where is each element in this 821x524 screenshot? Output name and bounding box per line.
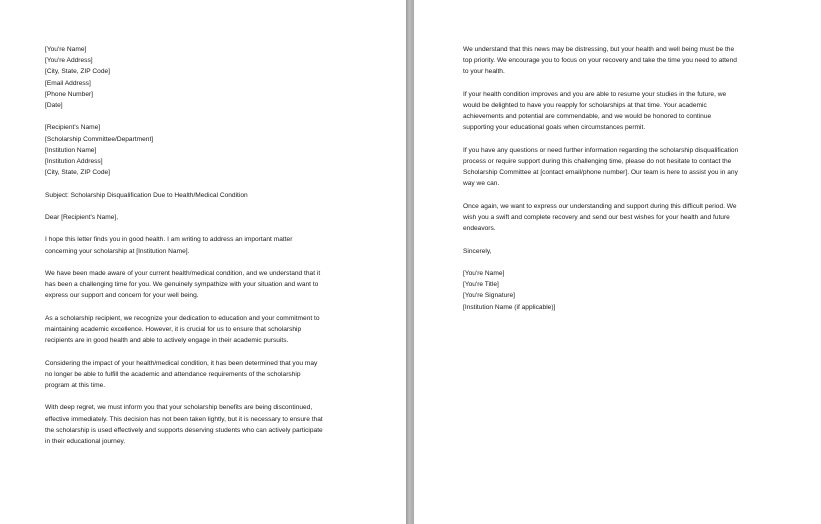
right-page xyxy=(414,0,821,524)
body-text-line: If you have any questions or need further information regarding the scholarship disqualification xyxy=(463,146,739,154)
paragraph-gap xyxy=(45,201,375,212)
body-text-line: I hope this letter finds you in good health. I am writing to address an important matter xyxy=(45,236,293,244)
body-text-line: achievements and potential are commendable, and we would be honored to continue xyxy=(463,113,712,121)
recipient-line: [City, State, ZIP Code] xyxy=(45,169,110,177)
subject-line: Subject: Scholarship Disqualification Due to Health/Medical Condition xyxy=(45,191,248,199)
body-text-line: endeavors. xyxy=(463,225,496,233)
body-text-line: way we can. xyxy=(463,180,500,188)
closing: Sincerely, xyxy=(463,247,492,255)
body-text-line: concerning your scholarship at [Institution Name]. xyxy=(45,247,190,255)
body-text-line: Scholarship Committee at [contact email/phone number]. Our team is here to assist you in any xyxy=(463,169,738,177)
body-text-line: supporting your educational goals when circumstances permit. xyxy=(463,124,646,132)
signature-line: [You're Signature] xyxy=(463,292,515,300)
paragraph-gap xyxy=(45,346,375,357)
body-text-line: recipients are in good health and able to actively engage in their academic pursuits. xyxy=(45,337,289,345)
body-text-line: wish you a swift and complete recovery and send our best wishes for your health and future xyxy=(463,214,730,221)
paragraph-gap xyxy=(45,223,375,234)
body-text-line: express our support and concern for your well being. xyxy=(45,292,199,300)
signature-line: [You're Name] xyxy=(463,269,505,277)
recipient-line: [Recipient's Name] xyxy=(45,124,101,132)
body-text-line: would be delighted to have you reapply for scholarships at that time. Your academic xyxy=(463,102,707,109)
body-text-line: We have been made aware of your current health/medical condition, and we understand that it xyxy=(45,269,321,277)
sender-line: [City, State, ZIP Code] xyxy=(45,68,110,76)
signature-line: [You're Title] xyxy=(463,281,499,289)
body-text-line: in their educational journey. xyxy=(45,437,126,445)
signature-line: [Institution Name (if applicable)] xyxy=(463,303,556,311)
body-text-line: no longer be able to fulfill the academic and attendance requirements of the scholarship xyxy=(45,370,301,378)
body-text-line: has been a challenging time for you. We genuinely sympathize with your situation and want to xyxy=(45,281,319,289)
right-page-content xyxy=(463,44,793,313)
paragraph-gap xyxy=(45,178,375,189)
body-text-line: maintaining academic excellence. However, it is crucial for us to ensure that scholarship xyxy=(45,325,302,333)
paragraph-gap xyxy=(463,134,793,145)
body-text-line: program at this time. xyxy=(45,381,106,389)
paragraph-gap xyxy=(463,190,793,201)
sender-line: [Phone Number] xyxy=(45,90,94,98)
paragraph-gap xyxy=(463,257,793,268)
body-text-line: We understand that this news may be distressing, but your health and well being must be the xyxy=(463,46,735,53)
paragraph-gap xyxy=(45,257,375,268)
sender-line: [Email Address] xyxy=(45,79,91,87)
sender-line: [You're Name] xyxy=(45,46,87,53)
body-text-line: effective immediately. This decision has not been taken lightly, but it is necessary to ensure that xyxy=(45,415,323,423)
body-text-line: top priority. We encourage you to focus on your recovery and take the time you need to attend xyxy=(463,57,737,65)
paragraph-gap xyxy=(45,391,375,402)
body-text-line: As a scholarship recipient, we recognize your dedication to education and your commitment to xyxy=(45,314,320,322)
body-text-line: Once again, we want to express our understanding and support during this difficult period. We xyxy=(463,202,737,210)
body-text-line: With deep regret, we must inform you that your scholarship benefits are being discontinued, xyxy=(45,404,313,412)
left-page-content xyxy=(45,44,375,447)
salutation: Dear [Recipient's Name], xyxy=(45,214,119,221)
recipient-line: [Institution Name] xyxy=(45,146,97,154)
page-gutter xyxy=(406,0,414,524)
paragraph-gap xyxy=(45,302,375,313)
recipient-line: [Institution Address] xyxy=(45,158,103,166)
body-text-line: Considering the impact of your health/medical condition, it has been determined that you may xyxy=(45,359,318,367)
recipient-line: [Scholarship Committee/Department] xyxy=(45,135,154,143)
paragraph-gap xyxy=(463,78,793,89)
sender-line: [You're Address] xyxy=(45,57,93,65)
body-text-line: If your health condition improves and you are able to resume your studies in the future, we xyxy=(463,90,727,98)
body-text-line: to your health. xyxy=(463,68,505,76)
sender-line: [Date] xyxy=(45,102,63,110)
paragraph-gap xyxy=(45,111,375,122)
body-text-line: process or require support during this challenging time, please do not hesitate to contact the xyxy=(463,158,732,165)
body-text-line: the scholarship is used effectively and supports deserving students who can actively participate xyxy=(45,426,323,434)
left-page xyxy=(0,0,406,524)
paragraph-gap xyxy=(463,234,793,245)
